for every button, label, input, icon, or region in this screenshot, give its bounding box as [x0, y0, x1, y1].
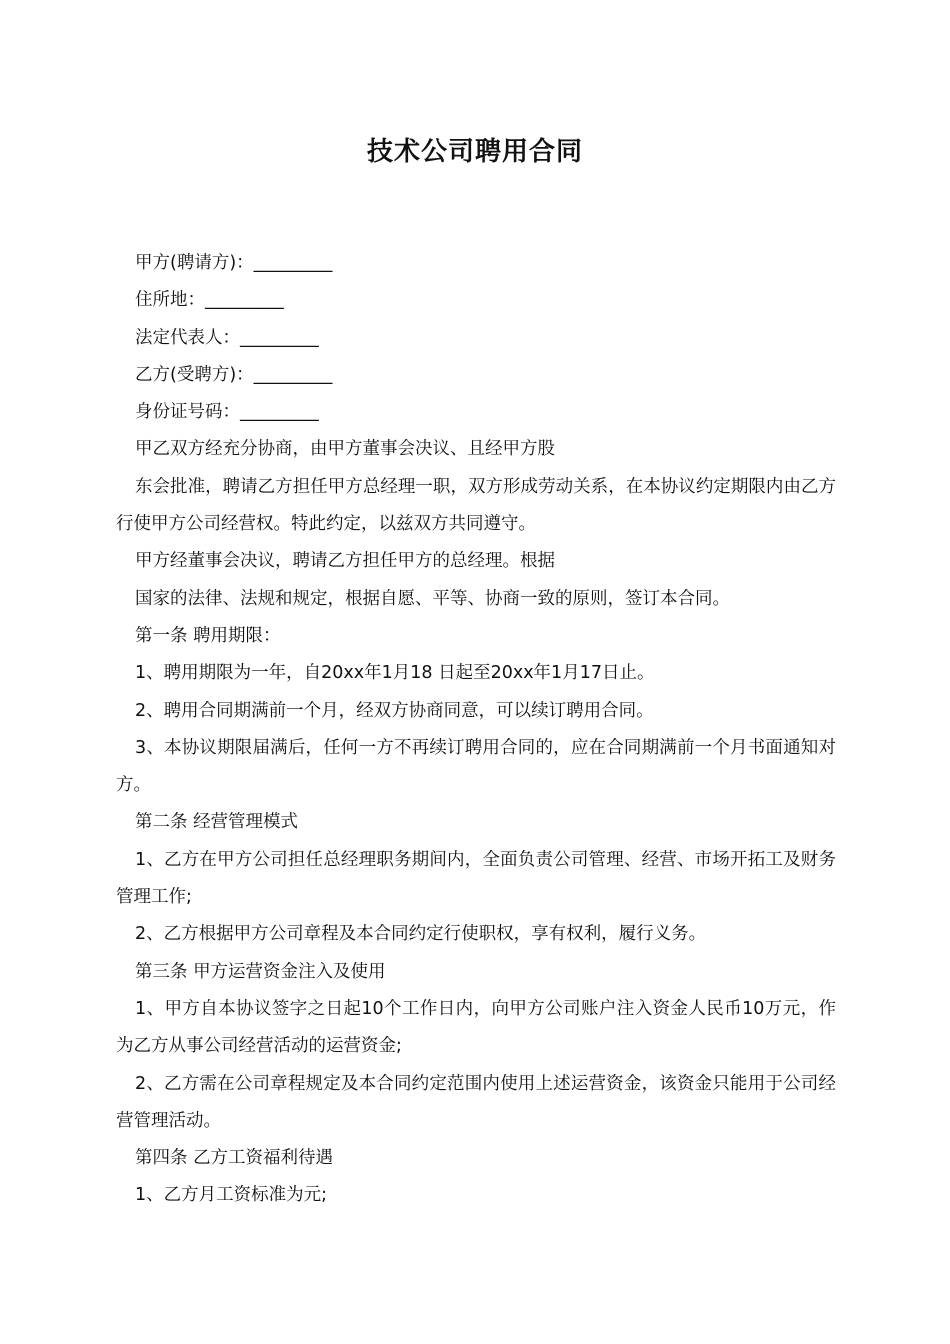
article-1-heading: 第一条 聘用期限：: [135, 625, 281, 646]
article-2-item-1: 1、乙方在甲方公司担任总经理职务期间内，全面负责公司管理、经营、市场开拓工及财务管理工作;: [116, 849, 836, 908]
article-2-heading: 第二条 经营管理模式: [135, 812, 299, 833]
field-legal-representative: 法定代表人：_________: [135, 327, 319, 348]
article-4-item-1: 1、乙方月工资标准为元;: [135, 1185, 328, 1206]
field-address: 住所地：_________: [135, 290, 284, 311]
field-employer: 甲方(聘请方)：_________: [135, 253, 333, 273]
field-id-number: 身份证号码：_________: [135, 402, 319, 423]
document-body: [116, 245, 836, 1215]
article-1-item-3: 3、本协议期限届满后，任何一方不再续订聘用合同的，应在合同期满前一个月书面通知对方。: [116, 737, 836, 796]
article-2-item-2: 2、乙方根据甲方公司章程及本合同约定行使职权，享有权利，履行义务。: [135, 924, 707, 945]
article-4-heading: 第四条 乙方工资福利待遇: [135, 1148, 334, 1169]
paragraph-intro-2: 东会批准，聘请乙方担任甲方总经理一职，双方形成劳动关系，在本协议约定期限内由乙方行使甲方公司经营权。特此约定，以兹双方共同遵守。: [116, 476, 836, 535]
article-3-heading: 第三条 甲方运营资金注入及使用: [135, 961, 386, 982]
field-employee: 乙方(受聘方)：_________: [135, 364, 333, 385]
paragraph-intro-4: 国家的法律、法规和规定，根据自愿、平等、协商一致的原则，签订本合同。: [135, 588, 730, 609]
article-1-item-2: 2、聘用合同期满前一个月，经双方协商同意，可以续订聘用合同。: [135, 700, 654, 721]
paragraph-intro-3: 甲方经董事会决议，聘请乙方担任甲方的总经理。根据: [135, 551, 555, 572]
paragraph-intro-1: 甲乙双方经充分协商，由甲方董事会决议、且经甲方股: [135, 439, 555, 460]
document-title: 技术公司聘用合同: [366, 137, 583, 167]
article-3-item-1: 1、甲方自本协议签字之日起10个工作日内，向甲方公司账户注入资金人民币10万元，作为乙方从事公司经营活动的运营资金;: [116, 998, 836, 1057]
article-3-item-2: 2、乙方需在公司章程规定及本合同约定范围内使用上述运营资金，该资金只能用于公司经营管理活动。: [116, 1073, 836, 1131]
article-1-item-1: 1、聘用期限为一年，自20xx年1月18 日起至20xx年1月17日止。: [135, 663, 655, 684]
